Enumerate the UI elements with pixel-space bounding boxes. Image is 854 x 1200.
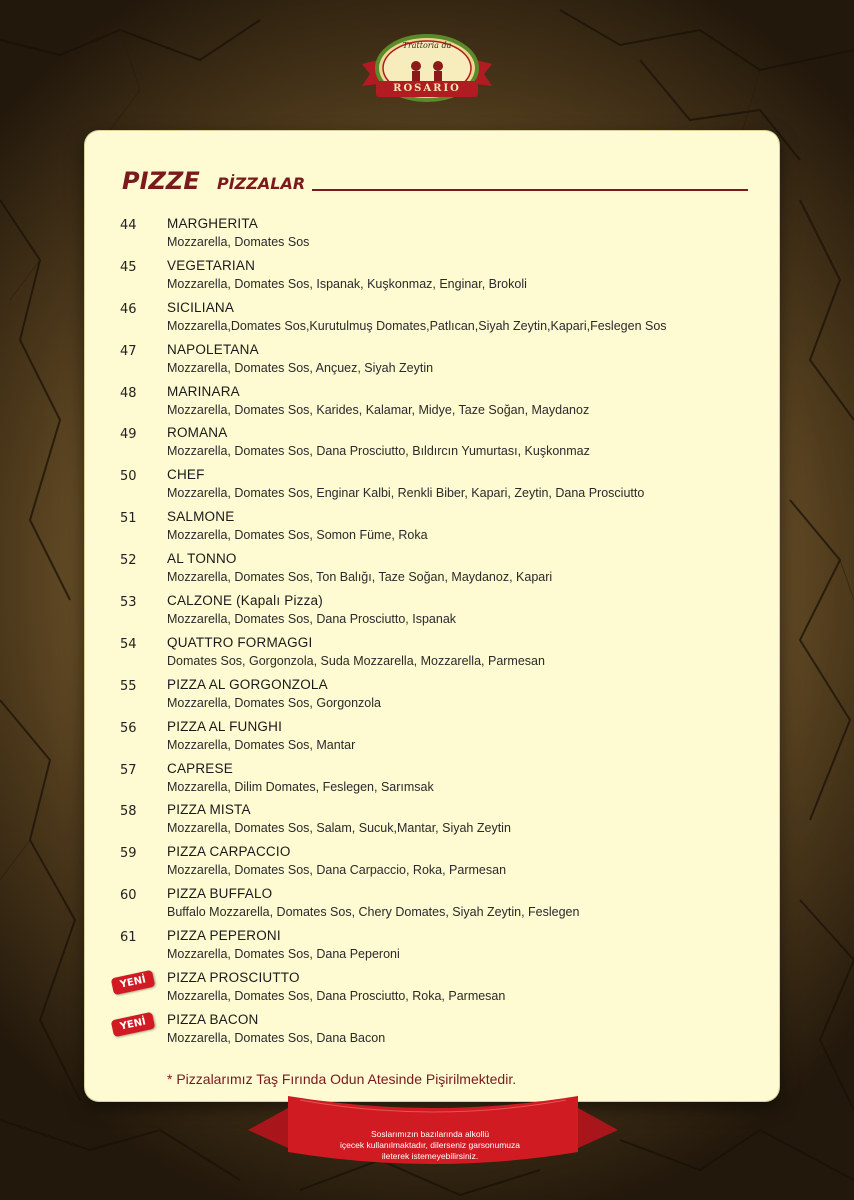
new-badge: YENİ [111,1012,156,1037]
item-name: SICILIANA [167,299,235,315]
item-number: 45 [120,259,137,275]
menu-item [85,300,779,342]
item-description: Mozzarella, Domates Sos, Ançuez, Siyah Zeytin [167,360,434,375]
ribbon-line-1: Soslarımızın bazılarında alkollü [370,1129,490,1139]
item-name: MARGHERITA [167,216,259,231]
item-description: Mozzarella, Domates Sos, Salam, Sucuk,Mantar, Siyah Zeytin [167,821,511,836]
menu-item [85,677,779,719]
item-number: 59 [120,846,137,862]
item-name: PIZZA AL FUNGHI [167,718,283,734]
menu-item [85,342,779,384]
item-description: Mozzarella, Domates Sos, Dana Prosciutto, Roka, Parmesan [167,989,506,1004]
new-badge: YENİ [111,970,156,995]
logo-bottom-text: ROSARIO [393,83,461,94]
item-description: Mozzarella, Domates Sos, Ton Balığı, Taze Soğan, Maydanoz, Kapari [167,570,553,585]
footnote: * Pizzalarımız Taş Fırında Odun Atesinde Pişirilmektedir. [167,1071,517,1087]
item-description: Mozzarella, Domates Sos, Ispanak, Kuşkonmaz, Enginar, Brokoli [167,276,527,291]
menu-item [85,844,779,886]
item-name: CHEF [167,467,205,483]
ribbon-line-2: içecek kullanılmaktadır, dilerseniz garsonumuza [339,1140,520,1150]
menu-item [85,802,779,844]
item-name: PIZZA BACON [167,1011,259,1027]
menu-item [85,216,779,258]
item-description: Mozzarella, Dilim Domates, Feslegen, Sarımsak [167,779,434,794]
item-description: Mozzarella, Domates Sos, Dana Prosciutto, Bıldırcın Yumurtası, Kuşkonmaz [167,444,590,459]
page-title: PIZZE [122,167,200,195]
item-number: 55 [120,678,137,694]
item-number: 56 [120,720,137,736]
menu-item [85,1012,779,1054]
item-description: Mozzarella, Domates Sos, Dana Bacon [167,1030,386,1045]
item-description: Mozzarella, Domates Sos, Somon Füme, Roka [167,528,428,543]
item-name: PIZZA BUFFALO [167,886,273,902]
menu-item [85,928,779,970]
item-name: ROMANA [167,425,228,441]
menu-item [85,258,779,300]
menu-item [85,719,779,761]
item-number: 52 [120,553,137,569]
item-description: Mozzarella, Domates Sos, Dana Prosciutto, Ispanak [167,612,457,627]
item-description: Buffalo Mozzarella, Domates Sos, Chery Domates, Siyah Zeytin, Feslegen [167,905,580,920]
menu-item [85,384,779,426]
item-number: 50 [120,469,137,485]
item-name: PIZZA PEPERONI [167,928,281,944]
menu-heading [122,167,752,197]
menu-item [85,467,779,509]
item-name: CAPRESE [167,760,233,776]
item-name: CALZONE (Kapalı Pizza) [167,593,323,609]
menu-item [85,593,779,635]
item-name: NAPOLETANA [167,341,259,357]
item-name: QUATTRO FORMAGGI [167,634,313,650]
menu-item [85,970,779,1012]
menu-item [85,425,779,467]
item-name: VEGETARIAN [167,257,256,273]
item-number: 60 [120,888,137,904]
item-number: 51 [120,511,137,527]
item-name: SALMONE [167,509,235,525]
item-name: MARINARA [167,383,240,399]
item-description: Mozzarella, Domates Sos, Enginar Kalbi, Renkli Biber, Kapari, Zeytin, Dana Prosciutto [167,486,645,501]
item-number: 48 [120,385,137,401]
item-description: Mozzarella, Domates Sos, Dana Peperoni [167,947,400,962]
menu-item [85,761,779,803]
item-number: 61 [120,930,137,946]
page-subtitle: PİZZALAR [217,174,306,193]
item-description: Mozzarella, Domates Sos, Karides, Kalamar, Midye, Taze Soğan, Maydanoz [167,402,590,417]
item-number: 44 [120,218,137,233]
item-name: PIZZA AL GORGONZOLA [167,676,328,692]
menu-item [85,886,779,928]
logo-top-text: Trattoria da [402,41,452,50]
item-number: 53 [120,595,137,611]
item-description: Mozzarella, Domates Sos, Dana Carpaccio, Roka, Parmesan [167,863,507,878]
menu-item [85,551,779,593]
menu-list [85,216,779,1054]
item-number: 58 [120,804,137,820]
heading-rule [312,189,748,191]
item-description: Mozzarella, Domates Sos, Gorgonzola [167,695,381,710]
item-name: PIZZA CARPACCIO [167,844,291,860]
item-name: PIZZA MISTA [167,802,251,818]
item-number: 54 [120,636,137,652]
item-description: Mozzarella, Domates Sos, Mantar [167,737,356,752]
menu-panel [85,131,779,1101]
item-number: 46 [120,301,137,317]
item-number: 47 [120,343,137,359]
item-name: AL TONNO [167,551,237,567]
item-description: Mozzarella, Domates Sos [167,235,310,249]
item-description: Domates Sos, Gorgonzola, Suda Mozzarella, Mozzarella, Parmesan [167,653,545,668]
menu-item [85,509,779,551]
ribbon-line-3: ileterek istemeyebilirsiniz. [381,1151,479,1161]
ribbon-text [300,1129,560,1162]
item-description: Mozzarella,Domates Sos,Kurutulmuş Domates,Patlıcan,Siyah Zeytin,Kapari,Feslegen Sos [167,318,667,333]
menu-item [85,635,779,677]
item-number: 57 [120,762,137,778]
item-number: 49 [120,427,137,443]
item-name: PIZZA PROSCIUTTO [167,970,300,986]
